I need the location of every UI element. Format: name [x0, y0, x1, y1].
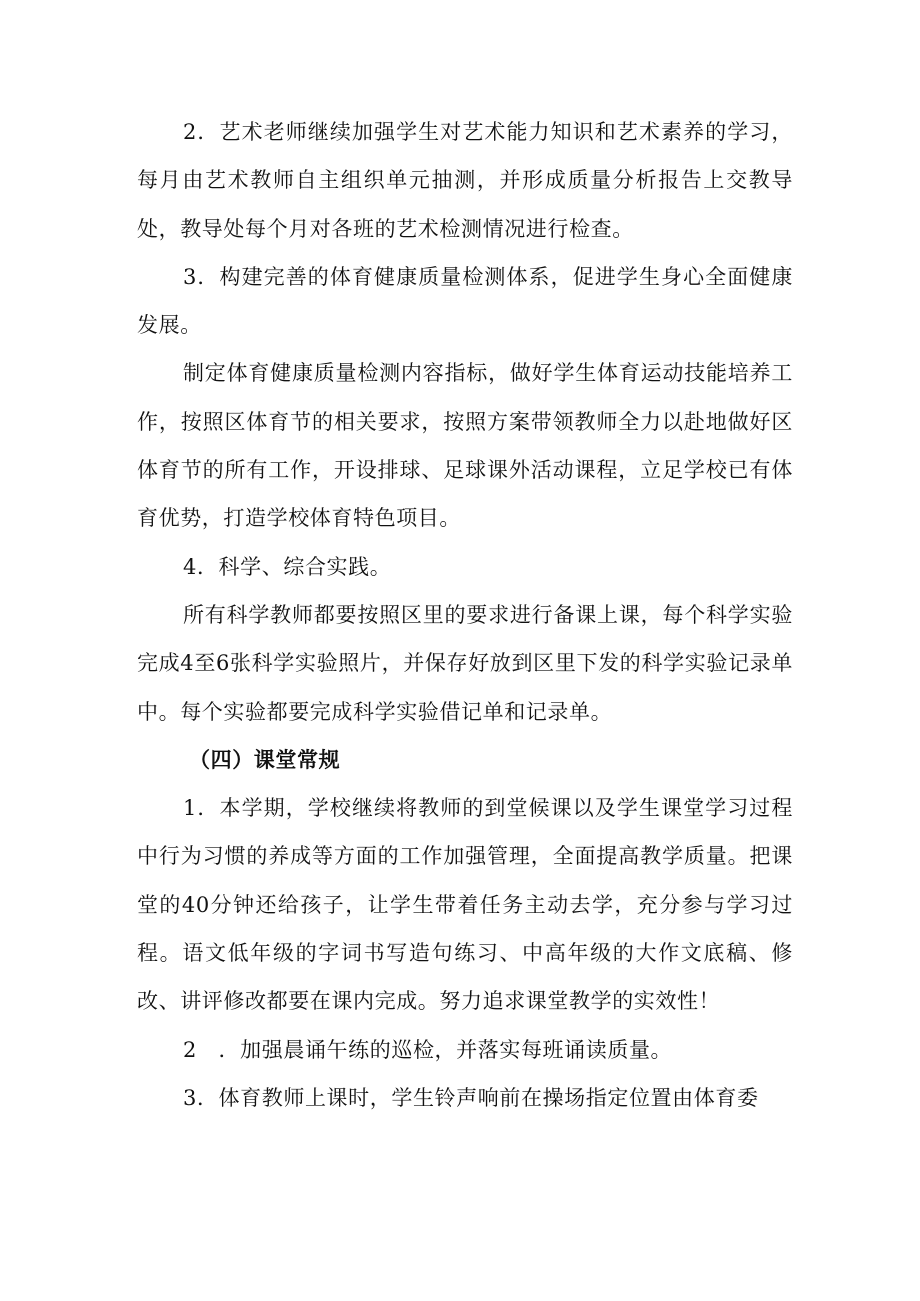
paragraph-pe-class: 3．体育教师上课时，学生铃声响前在操场指定位置由体育委 — [183, 1085, 759, 1110]
paragraph-pe-system: 3．构建完善的体育健康质量检测体系，促进学生身心全面健康发展。 — [137, 264, 793, 338]
paragraph-classroom-management: 1．本学期，学校继续将教师的到堂候课以及学生课堂学习过程中行为习惯的养成等方面的工作加强管理，全面提高教学质量。把课堂的40分钟还给孩子，让学生带着任务主动去学，充分参与学习过程。语文低年级的字词书写造句练习、中高年级的大作文底稿、修改、讲评修改都要在课内完成。努力追求课堂教学的实效性！ — [137, 796, 793, 1014]
paragraph-science-heading: 4．科学、综合实践。 — [183, 554, 392, 579]
paragraph-morning-reading: 2 ．加强晨诵午练的巡检，并落实每班诵读质量。 — [183, 1037, 673, 1062]
section-heading-classroom-routine: （四）课堂常规 — [189, 746, 341, 772]
paragraph-science-experiments: 所有科学教师都要按照区里的要求进行备课上课，每个科学实验完成4至6张科学实验照片，并保存好放到区里下发的科学实验记录单中。每个实验都要完成科学实验借记单和记录单。 — [137, 602, 793, 724]
document-body — [137, 108, 793, 1122]
paragraph-pe-indicators: 制定体育健康质量检测内容指标，做好学生体育运动技能培养工作，按照区体育节的相关要求，按照方案带领教师全力以赴地做好区体育节的所有工作，开设排球、足球课外活动课程，立足学校已有体育优势，打造学校体育特色项目。 — [137, 361, 793, 531]
paragraph-art-assessment: 2．艺术老师继续加强学生对艺术能力知识和艺术素养的学习，每月由艺术教师自主组织单元抽测，并形成质量分析报告上交教导处，教导处每个月对各班的艺术检测情况进行检查。 — [137, 120, 793, 241]
